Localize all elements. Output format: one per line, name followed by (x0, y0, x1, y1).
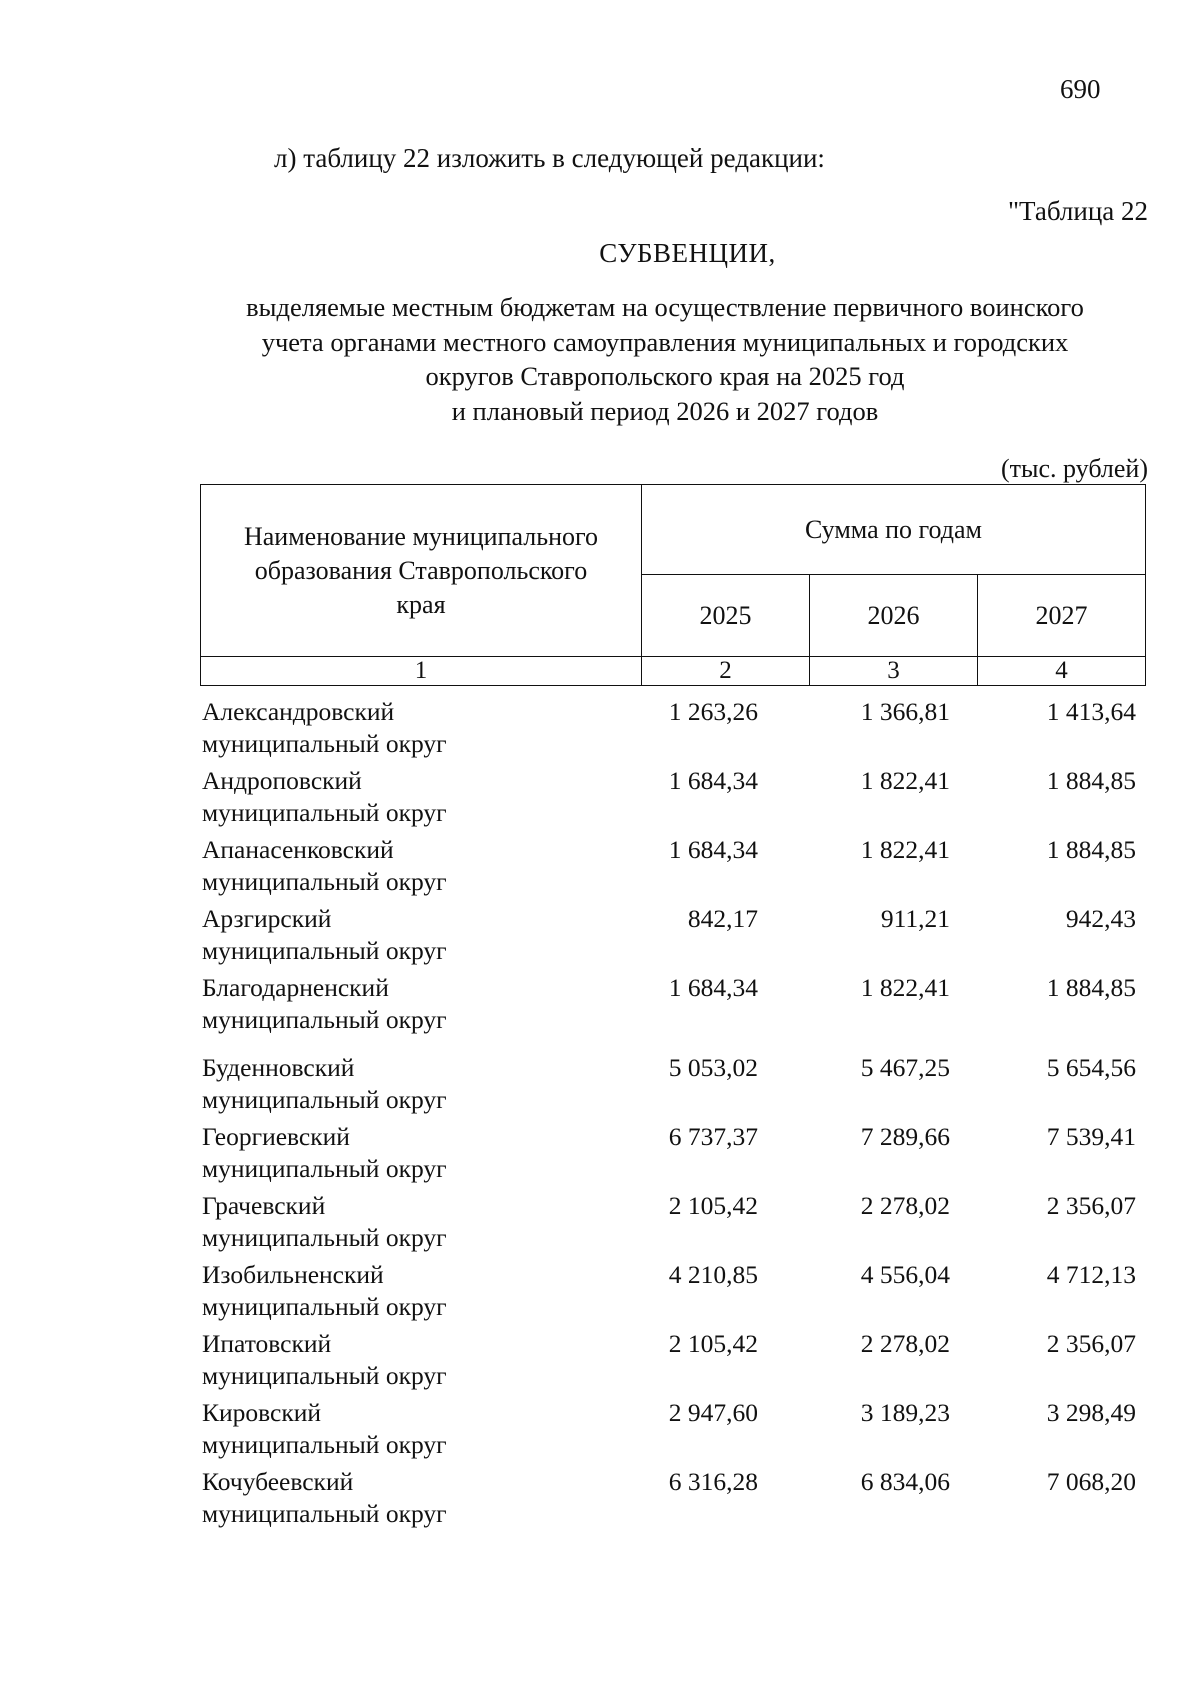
value-2027: 2 356,07 (1046, 1191, 1136, 1220)
row-type-line: муниципальный округ (202, 936, 447, 965)
row-type-line: муниципальный округ (202, 1499, 447, 1528)
table-row (200, 903, 1146, 972)
value-2025: 842,17 (687, 904, 758, 933)
value-2027: 4 712,13 (1046, 1260, 1136, 1289)
header-year-cell: 2026 (810, 575, 978, 657)
value-2026: 2 278,02 (860, 1329, 950, 1358)
row-name (202, 1052, 562, 1116)
row-name-line: Изобильненский (202, 1260, 384, 1289)
table-label: "Таблица 22 (1008, 196, 1148, 226)
row-type-line: муниципальный округ (202, 867, 447, 896)
header-sum-cell: Сумма по годам (642, 485, 1146, 575)
row-name-line: Грачевский (202, 1191, 326, 1220)
value-2027: 1 884,85 (1046, 973, 1136, 1002)
subtitle-line: и плановый период 2026 и 2027 годов (451, 395, 879, 426)
column-number-cell: 1 (201, 657, 642, 686)
table-row (200, 765, 1146, 834)
value-2026: 2 278,02 (860, 1191, 950, 1220)
column-number-cell: 4 (978, 657, 1146, 686)
value-2025: 1 684,34 (668, 835, 758, 864)
column-number-cell: 3 (810, 657, 978, 686)
value-2027: 5 654,56 (1046, 1053, 1136, 1082)
table-row (200, 1190, 1146, 1259)
row-name-line: Кочубеевский (202, 1467, 354, 1496)
value-2027: 7 068,20 (1046, 1467, 1136, 1496)
row-name (202, 1259, 562, 1323)
table-row (200, 1052, 1146, 1121)
value-2025: 1 684,34 (668, 973, 758, 1002)
value-2027: 1 884,85 (1046, 835, 1136, 864)
table-row (200, 1259, 1146, 1328)
row-type-line: муниципальный округ (202, 729, 447, 758)
value-2026: 4 556,04 (860, 1260, 950, 1289)
table-row (200, 1121, 1146, 1190)
table-body (200, 696, 1146, 1535)
row-type-line: муниципальный округ (202, 1005, 447, 1034)
row-name (202, 1397, 562, 1461)
row-type-line: муниципальный округ (202, 798, 447, 827)
row-name (202, 1121, 562, 1185)
intro-paragraph: л) таблицу 22 изложить в следующей редакции: (274, 143, 825, 173)
value-2025: 2 947,60 (668, 1398, 758, 1427)
value-2026: 1 822,41 (860, 766, 950, 795)
subtitle-line: выделяемые местным бюджетам на осуществление первичного воинского (246, 292, 1084, 322)
row-name (202, 1466, 562, 1530)
row-name (202, 972, 562, 1036)
row-type-line: муниципальный округ (202, 1154, 447, 1183)
table-header (200, 484, 1146, 686)
row-type-line: муниципальный округ (202, 1223, 447, 1252)
table-row (200, 972, 1146, 1052)
value-2025: 2 105,42 (668, 1191, 758, 1220)
table-row (200, 1397, 1146, 1466)
value-2027: 1 413,64 (1046, 697, 1136, 726)
row-name-line: Благодарненский (202, 973, 389, 1002)
table-row (200, 1328, 1146, 1397)
document-title: СУБВЕНЦИИ, (599, 238, 776, 268)
row-type-line: муниципальный округ (202, 1361, 447, 1390)
document-subtitle (215, 290, 1115, 428)
row-name-line: Апанасенковский (202, 835, 394, 864)
row-name (202, 765, 562, 829)
header-year-cell: 2027 (978, 575, 1146, 657)
value-2026: 911,21 (880, 904, 950, 933)
page-number: 690 (1060, 74, 1101, 104)
value-2025: 4 210,85 (668, 1260, 758, 1289)
row-name (202, 1328, 562, 1392)
header-year-cell: 2025 (642, 575, 810, 657)
value-2027: 3 298,49 (1046, 1398, 1136, 1427)
row-name (202, 834, 562, 898)
value-2026: 5 467,25 (860, 1053, 950, 1082)
table-row (200, 696, 1146, 765)
subtitle-line: учета органами местного самоуправления муниципальных и городских (261, 326, 1069, 357)
row-name-line: Арзгирский (202, 904, 332, 933)
row-type-line: муниципальный округ (202, 1430, 447, 1459)
row-type-line: муниципальный округ (202, 1085, 447, 1114)
value-2025: 1 263,26 (668, 697, 758, 726)
value-2027: 942,43 (1065, 904, 1136, 933)
value-2027: 1 884,85 (1046, 766, 1136, 795)
units-label: (тыс. рублей) (1000, 454, 1148, 483)
row-type-line: муниципальный округ (202, 1292, 447, 1321)
value-2026: 1 822,41 (860, 835, 950, 864)
row-name-line: Кировский (202, 1398, 322, 1427)
table-row (200, 834, 1146, 903)
row-name-line: Георгиевский (202, 1122, 350, 1151)
subtitle-line: округов Ставропольского края на 2025 год (425, 361, 905, 391)
row-name (202, 1190, 562, 1254)
value-2025: 1 684,34 (668, 766, 758, 795)
row-name-line: Андроповский (202, 766, 362, 795)
table-row (200, 1466, 1146, 1535)
row-name-line: Буденновский (202, 1053, 355, 1082)
value-2026: 1 366,81 (860, 697, 950, 726)
value-2026: 7 289,66 (860, 1122, 950, 1151)
column-number-cell: 2 (642, 657, 810, 686)
row-name-line: Александровский (202, 697, 395, 726)
value-2025: 2 105,42 (668, 1329, 758, 1358)
value-2025: 6 316,28 (668, 1467, 758, 1496)
value-2027: 7 539,41 (1046, 1122, 1136, 1151)
value-2026: 1 822,41 (860, 973, 950, 1002)
value-2027: 2 356,07 (1046, 1329, 1136, 1358)
row-name (202, 903, 562, 967)
value-2026: 3 189,23 (860, 1398, 950, 1427)
value-2026: 6 834,06 (860, 1467, 950, 1496)
header-name-cell: Наименование муниципального образования Ставропольского края (201, 485, 642, 657)
value-2025: 6 737,37 (668, 1122, 758, 1151)
row-name-line: Ипатовский (202, 1329, 332, 1358)
value-2025: 5 053,02 (668, 1053, 758, 1082)
row-name (202, 696, 562, 760)
